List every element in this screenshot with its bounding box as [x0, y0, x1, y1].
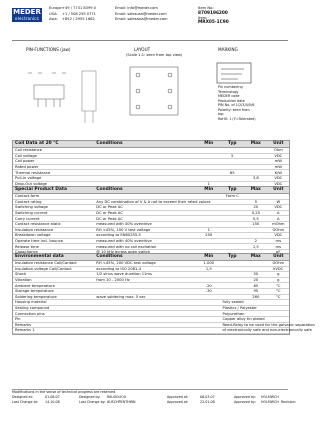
footer-cell: Approved at: [167, 395, 189, 399]
parameter-name: Remarks [13, 322, 94, 328]
parameter-name: Switching voltage [13, 205, 94, 211]
contact-row-asia [49, 17, 189, 23]
footer-cell: Last Change by: [79, 399, 106, 404]
coil-data-table [13, 141, 289, 187]
environmental-table [13, 254, 315, 334]
item-label: Item: [198, 15, 208, 20]
region-label: USA: [49, 11, 58, 16]
marking-notes [218, 85, 286, 121]
region-label: Asia: [49, 17, 58, 22]
value-cell: kVDC [268, 266, 289, 272]
parameter-name: Coil resistance [13, 148, 94, 154]
value-cell: ms [268, 244, 289, 250]
value-cell: of electronically safe and non-electronically safe [222, 328, 312, 333]
column-header: Max [244, 254, 268, 261]
value-cell: -30 [197, 288, 221, 294]
note: top [218, 112, 224, 116]
email-link[interactable]: Email: salesusa@meder.com [115, 11, 167, 16]
condition-cell: measured with 40% overdrive [94, 238, 197, 244]
meder-logo [12, 8, 42, 22]
note: Pin numbering [218, 85, 243, 89]
footer-cell: Designed at: [12, 395, 33, 399]
email-link[interactable]: Email: info@meder.com [115, 6, 158, 10]
parameter-name: Sealing compound [13, 305, 94, 311]
parameter-name: Drop-Out voltage [13, 181, 94, 187]
value-cell: ms [268, 238, 289, 244]
condition-cell: RH <45%, 200 VDC test voltage [94, 261, 197, 267]
value-cell: 150 [244, 221, 268, 227]
parameter-name: Vibration [13, 277, 94, 283]
side-view [82, 71, 96, 123]
section-title: Environmental data [13, 254, 94, 261]
layout-footprint [130, 67, 178, 115]
parameter-name: Ambient temperature [13, 283, 94, 289]
special-product-table [13, 187, 289, 256]
column-header: Max [244, 141, 268, 148]
value-cell: 250 [197, 233, 221, 239]
value-cell: A [268, 216, 289, 222]
parameter-name: Soldering temperature [13, 294, 94, 300]
parameter-name: Contact resistance static [13, 221, 94, 227]
value-cell: W [268, 199, 289, 205]
parameter-name: Storage temperature [13, 288, 94, 294]
parameter-name: Coil voltage [13, 153, 94, 159]
parameter-name: Thermal resistance [13, 170, 94, 176]
column-header: Typ [221, 254, 245, 261]
section-title: Special Product Data [13, 187, 94, 194]
footer-cell: Approved by: [234, 399, 256, 404]
phone-text: +49 / 7731 8399 0 [62, 6, 96, 10]
column-header: Min [197, 187, 221, 194]
item-no-label: Item No.: [198, 6, 215, 10]
condition-cell: measured with 40% overdrive [94, 221, 197, 227]
parameter-name: Coil power [13, 159, 94, 165]
condition-cell: according to EN60255-5 [94, 233, 197, 239]
value-cell: 1 [197, 227, 221, 233]
value-cell: Copper alloy tin plated [222, 317, 265, 322]
value-cell: 95 [244, 288, 268, 294]
value-cell: 5 [221, 153, 245, 159]
value-cell: 20 [244, 277, 268, 283]
region-label: Europe: [49, 6, 63, 10]
parameter-name: Insulation voltage Coil/Contact [13, 266, 94, 272]
value-cell: g [268, 272, 289, 278]
coil-data-rows [13, 148, 289, 187]
value-cell: 50 [244, 272, 268, 278]
parameter-name: Carry current [13, 216, 94, 222]
value-cell: K/W [268, 170, 289, 176]
phone-text: +852 / 2955 1682 [62, 17, 95, 22]
footer-cell: Approved by: [234, 395, 256, 399]
value-cell: fully sealed [222, 300, 244, 305]
value-cell: Polyurethan [222, 311, 245, 316]
footer-cell: 22.01.08 [200, 399, 215, 404]
parameter-name: Remarks 1 [13, 328, 94, 334]
logo-text: MEDER [13, 8, 41, 16]
item-value: MRX05-1C90 [198, 20, 229, 26]
parameter-name: Release time [13, 244, 94, 250]
pin-schematic [28, 73, 66, 107]
condition-cell: DC or Peak AC [94, 205, 197, 211]
logo-subtext: electronics [15, 16, 39, 21]
footer-cell: RAUXOLIOU [107, 395, 127, 399]
value-cell: mOhm [268, 221, 289, 227]
parameter-name: Switching current [13, 210, 94, 216]
parameter-name: Housing material [13, 300, 94, 306]
value-cell: VDC [268, 153, 289, 159]
parameter-name: Contact rating [13, 199, 94, 205]
footer-cell: Revision: [281, 399, 296, 404]
value-cell: GOhm [268, 227, 289, 233]
column-header: Min [197, 141, 221, 148]
column-header: Conditions [94, 187, 197, 194]
item-info [198, 6, 288, 25]
value-cell: VDC [268, 181, 289, 187]
value-cell: 1 [197, 181, 221, 187]
condition-cell: DC or Peak AC [94, 216, 197, 222]
footer-cell: 14.10.08 [45, 399, 60, 404]
column-header: Unit [268, 254, 289, 261]
parameter-name: Breakdown voltage [13, 233, 94, 239]
note: Polarity: seen from [218, 107, 250, 112]
modifications-note: Modifications in the sense of technical progress are reserved [12, 390, 116, 394]
value-cell: 0,5 [244, 216, 268, 222]
marking-title: MARKING [218, 47, 238, 52]
value-cell: 85 [244, 283, 268, 289]
parameter-name: Contact-form [13, 194, 94, 200]
value-cell: 1.000 [197, 261, 221, 267]
environmental-rows [13, 261, 315, 334]
condition-cell: measured with no coil excitation [94, 244, 197, 250]
column-header: Typ [221, 187, 245, 194]
footer-cell: HOLMWCH [261, 395, 279, 399]
value-cell: -20 [197, 283, 221, 289]
condition-cell: DC or Peak AC [94, 210, 197, 216]
coil-data-section [12, 140, 290, 188]
footer-cell: Approved at: [167, 399, 189, 404]
value-cell: VDC [268, 205, 289, 211]
parameter-name: Insulation resistance [13, 227, 94, 233]
value-cell: 1,5 [244, 244, 268, 250]
note: Production date [218, 98, 245, 103]
parameter-name: Connection pins [13, 311, 94, 317]
footer-cell: AUSCHPENTHINN [107, 399, 136, 404]
value-cell [197, 328, 221, 334]
value-cell: 20 [244, 205, 268, 211]
note: PIN No. of 1/2/3/4/5/6 [218, 103, 255, 107]
email-link[interactable]: Email: salesasia@meder.com [115, 17, 168, 22]
footer-cell: 01.08.07 [45, 395, 60, 399]
column-header: Conditions [94, 141, 197, 148]
note: Terminology [218, 89, 239, 94]
condition-cell: from 10 - 2000 Hz [94, 277, 197, 283]
parameter-name: Pull-In voltage [13, 175, 94, 181]
column-header: Max [244, 187, 268, 194]
value-cell: VDC [268, 175, 289, 181]
value-cell: °C [268, 288, 289, 294]
pin-functions-label: PIN-FUNCTIONS (jaw) [26, 47, 71, 52]
column-header: Min [197, 254, 221, 261]
section-title: Coil Data at 20 °C [13, 141, 94, 148]
value-cell: Plastics / Polyester [222, 305, 257, 310]
condition-cell: Any DC combination of V & A not to exceed their rated values [96, 199, 211, 204]
document-footer [12, 389, 296, 405]
footer-cell: Last Change at: [12, 399, 39, 404]
parameter-name: Rated power [13, 164, 94, 170]
value-cell: 0,25 [244, 210, 268, 216]
environmental-section [12, 253, 315, 335]
value-cell: mW [268, 159, 289, 165]
value-cell: 65 [221, 170, 245, 176]
contact-block [49, 6, 189, 23]
note: RoHS: 1 (Y=Tolerated) [218, 116, 256, 121]
note: MEDER code [218, 94, 240, 98]
table-row [13, 328, 289, 334]
column-header: Conditions [94, 254, 197, 261]
value-cell: pF [268, 249, 289, 255]
value-cell: 3,8 [244, 175, 268, 181]
condition-cell: wave soldering max. 5 sec [94, 294, 197, 300]
value-cell: VDC [268, 233, 289, 239]
value-cell: °C [268, 294, 289, 300]
parameter-name: Insulation resistance Coil/Contact [13, 261, 94, 267]
value-cell: 5 [244, 199, 268, 205]
parameter-name: Pin [13, 316, 94, 322]
condition-cell: 1/2 sinus wave duration 11ms [94, 272, 197, 278]
condition-cell [94, 328, 197, 334]
value-cell: 260 [244, 294, 268, 300]
special-product-rows [13, 194, 289, 256]
parameter-name: Operate time incl. bounce [13, 238, 94, 244]
value-cell: g [268, 277, 289, 283]
value-cell: °C [268, 283, 289, 289]
layout-title: LAYOUT [134, 47, 151, 52]
value-cell: A [268, 210, 289, 216]
item-no-value: 8709196200 [198, 10, 228, 16]
parameter-name: Shock [13, 272, 94, 278]
marking-box [217, 63, 251, 83]
parameter-name: Capacitance [13, 249, 94, 255]
column-header: Unit [268, 141, 289, 148]
phone-text: +1 / 508 295 0771 [62, 11, 96, 16]
value-cell: GOhm [268, 261, 289, 267]
revision-grid [12, 395, 296, 405]
layout-subtitle: (Scale 1:1: seen from top view) [126, 53, 183, 57]
footer-cell: HOLMWCH [261, 399, 279, 404]
column-header: Typ [221, 141, 245, 148]
footer-cell: 06.03.07 [200, 395, 215, 399]
value-cell: 2 [244, 238, 268, 244]
column-header: Unit [268, 187, 289, 194]
value-cell: Form C [221, 194, 245, 200]
value-cell: mW [268, 164, 289, 170]
value-cell: Reed-Relay to be used for the galvanic separation [222, 322, 315, 327]
condition-cell: @ 10 kHz across open switch [94, 249, 197, 255]
condition-cell: according to ISO 2081-4 [94, 266, 197, 272]
value-cell: 1,5 [197, 266, 221, 272]
value-cell: Ohm [268, 148, 289, 154]
special-product-section [12, 186, 290, 257]
condition-cell: RH <45%, 100 V test voltage [94, 227, 197, 233]
footer-cell: Designed by: [79, 395, 101, 399]
